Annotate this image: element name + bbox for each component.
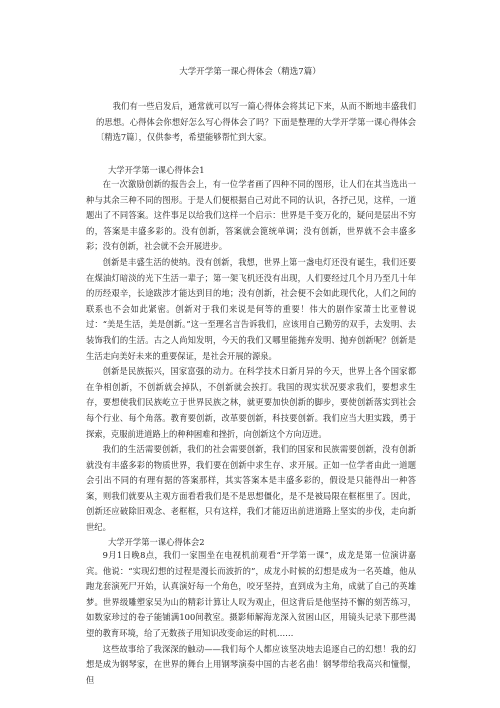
- paragraph: 创新是丰盛生活的使纳。没有创新，我想，世界上第一盏电灯还没有诞生，我们还要在煤油灯暗淡的光下生活一辈子；第一架飞机还没有出现，人们要经过几个月乃至几十年的历经艰辛，长途跋涉才能达到目的地；没有创新，社会便不会如此现代化，人们之间的联系也不会如此紧密。创新对于我们来说是何等的重要！伟大的剧作家萧士比亚曾说过：“美是生活，美是创新。”这一至理名言告诉我们，应该用自己勤劳的双手，去发明、去装饰我们的生活。古之人尚知发明，今天的我们又哪里能抛弃发明、抛弃创新呢？创新是生活走向美好未来的重要保证，是社会开展的源泉。: [86, 256, 416, 361]
- paragraph: 在一次激励创新的报告会上，有一位学者画了四种不同的图形，让人们在其当选出一种与其余三种不同的图形。于是人们便根据自己对此不同的认识，各抒己见，这样，一道题出了不同答案。这件事足以给我们这样一个启示：世界是千变万化的，疑问是层出不穷的，答案是丰盛多彩的。没有创新，答案就会篦统单调；没有创新，世界就不会丰盛多彩；没有创新，社会就不会开展进步。: [86, 179, 416, 252]
- paragraph: 我们的生活需要创新，我们的社会需要创新，我们的国家和民族需要创新，没有创新就没有丰盛多彩的物质世界，我们要在创新中求生存、求开展。正如一位学者由此一道题会引出不同的有理有据的答案那样，其实答案本是丰盛多彩的，假设是只能得出一种答案，则我们就要从主观方面看看我们是不是思想僵化，是不是被局限在框框里了。因此，创新还应破除旧观念、老框框，只有这样，我们才能迈出前进道路上坚实的步伐，走向新世纪。: [86, 444, 416, 533]
- section-body-2: [86, 548, 416, 688]
- paragraph: 创新是民族振兴，国家富强的动力。在科学技术日新月异的今天，世界上各个国家都在争相创新，不创新就会掉队，不创新就会挨打。我国的现实状况要求我们，要想求生存，要想使我们民族屹立于世界民族之林，就更要加快创新的脚步，要使创新落实到社会每个行业、每个角落。教育要创新，改革要创新，科技要创新。我们应当大胆实践，勇于探索，克服前进道路上的种种困难和挫折，向创新这个方向迈进。: [86, 366, 416, 439]
- paragraph: 这些故事给了我深深的触动——我们每个人都应该坚决地去追逐自己的幻想！我的幻想是成为钢琴家，在世界的舞台上用钢琴演奏中国的古老名曲！钢琴带给我高兴和憧憬，但: [86, 643, 416, 685]
- intro-text: 我们有一些启发后，通常就可以写一篇心得体会将其记下来，从而不断地丰盛我们的思想。心得体会你想好怎么写心得体会了吗？下面是整理的大学开学第一课心得体会〔精选7篇〕，仅供参考，希望能够帮忙到大家。: [96, 101, 416, 143]
- section-body-1: [86, 177, 416, 536]
- section-heading-2: 大学开学第一课心得体会2: [108, 537, 205, 547]
- paragraph: 9月1日晚8点，我们一家围坐在电视机前观看“开学第一课”，成龙是第一位演讲嘉宾。他说：“实现幻想的过程是漫长而波折的”，成龙小时候的幻想是成为一名英雄，他从跑龙套演死尸开始，认真演好每一个角色，咬牙坚持，直到成为主角，成就了自己的英雄梦。世界级雕塑家吴为山的精彩计算让人叹为观止，但这背后是他坚持不懈的刻苦练习，如数家珍过的卷子能铺满100间教室。摄影师解海龙深入贫困山区，用镜头记录下那些渴望的教育环境，给了无数孩子用知识改变命运的时机……: [86, 550, 416, 638]
- section-heading-1: 大学开学第一课心得体会1: [108, 165, 205, 175]
- intro-paragraph: [96, 99, 416, 146]
- document-title: 大学开学第一课心得体会（精选7篇）: [179, 67, 321, 77]
